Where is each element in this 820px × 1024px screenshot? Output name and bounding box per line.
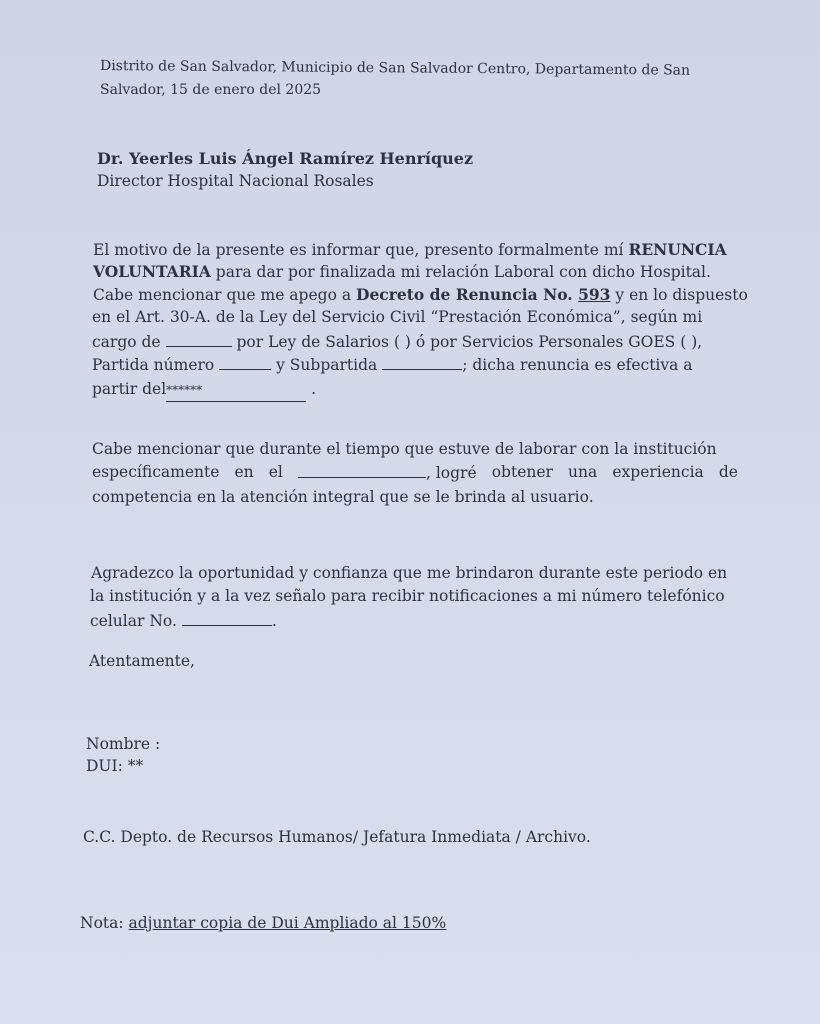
signature-dui-label: DUI: **	[86, 757, 144, 775]
place-date-line-2: Salvador, 15 de enero del 2025	[100, 82, 322, 98]
partida-blank[interactable]	[219, 355, 271, 370]
p1-line-6: Partida número y Subpartida ; dicha renuncia es efectiva a	[92, 356, 693, 374]
note-line	[80, 912, 446, 934]
area-blank[interactable]	[298, 463, 426, 478]
p3-line-2: la institución y a la vez señalo para recibir notificaciones a mi número telefónico	[90, 587, 725, 605]
p3-line-1: Agradezco la oportunidad y confianza que me brindaron durante este periodo en	[91, 564, 728, 582]
p1-line-1: El motivo de la presente es informar que, presento formalmente mí RENUNCIA	[93, 240, 727, 259]
decree-number: 593	[578, 285, 611, 304]
place-date-line-1: Distrito de San Salvador, Municipio de San Salvador Centro, Departamento de San	[99, 58, 691, 79]
p1-line-2: VOLUNTARIA para dar por finalizada mi relación Laboral con dicho Hospital.	[93, 262, 711, 281]
p1-line-3: Cabe mencionar que me apego a Decreto de Renuncia No. 593 y en lo dispuesto	[93, 285, 748, 304]
note-text: adjuntar copia de Dui Ampliado al 150%	[128, 914, 447, 932]
p3-line-3: celular No. .	[90, 612, 277, 630]
note-label: Nota:	[80, 914, 129, 932]
p2-line-3: competencia en la atención integral que se le brinda al usuario.	[92, 488, 594, 506]
addressee-title: Director Hospital Nacional Rosales	[97, 172, 374, 190]
p1-line-4: en el Art. 30-A. de la Ley del Servicio Civil “Prestación Económica”, según mi	[92, 308, 703, 326]
cargo-blank[interactable]	[166, 332, 232, 347]
addressee-name: Dr. Yeerles Luis Ángel Ramírez Henríquez	[97, 149, 474, 168]
closing-text: Atentamente,	[89, 652, 195, 670]
p1-line-7: partir del****** .	[92, 378, 316, 402]
p1-line-5: cargo de por Ley de Salarios ( ) ó por Servicios Personales GOES ( ),	[92, 333, 703, 351]
phone-blank[interactable]	[182, 611, 272, 626]
date-blank[interactable]: ******	[166, 379, 306, 402]
p2-line-2: específicamente en el , logré obtener una experiencia de	[92, 463, 738, 482]
signature-name-label: Nombre :	[86, 735, 161, 753]
cc-line: C.C. Depto. de Recursos Humanos/ Jefatura Inmediata / Archivo.	[83, 828, 591, 846]
subpartida-blank[interactable]	[382, 355, 462, 370]
p2-line-1: Cabe mencionar que durante el tiempo que estuve de laborar con la institución	[92, 440, 717, 458]
